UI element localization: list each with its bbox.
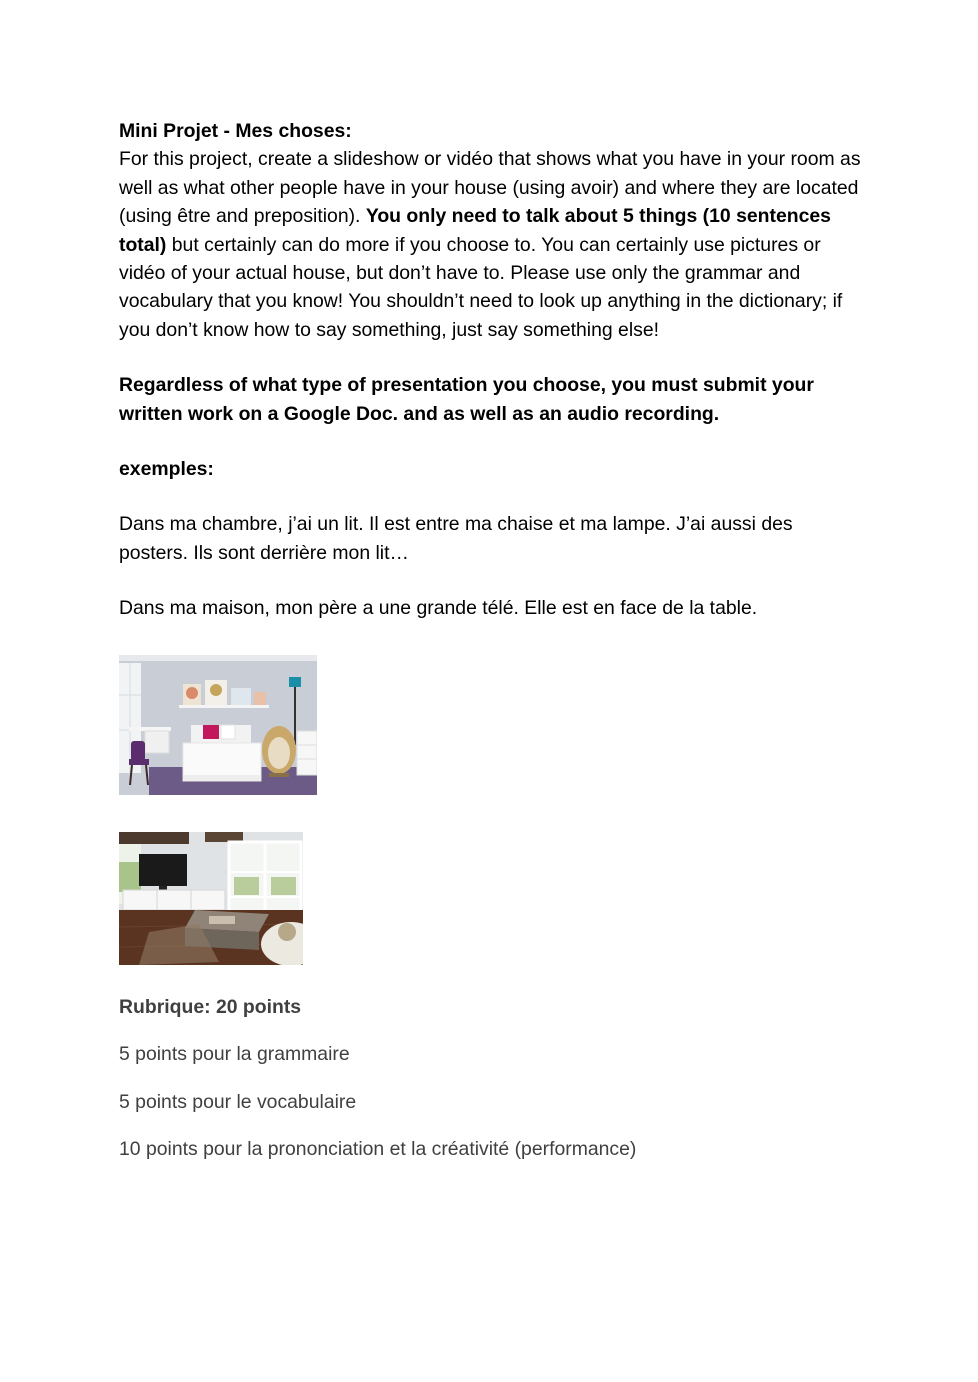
example-2: Dans ma maison, mon père a une grande télé. Elle est en face de la table. [119,597,758,620]
intro-paragraph [119,145,864,344]
document-title: Mini Projet - Mes choses: [119,120,352,142]
intro-text-2: but certainly can do more if you choose to. You can certainly use pictures or vidéo of your actual house, but don’t have to. Please use only the grammar and vocabulary that you know! You shouldn’t need to look up anything in the dictionary; if you don’t know how to say something, just say something else! [119,233,843,341]
rubric-item-grammar: 5 points pour la grammaire [119,1043,350,1066]
document-page [119,117,864,1163]
intro-text-1: For this project, create a slideshow or vidéo that shows what you have in your room as well as what other people have in your house (using avoir) and where they are located (using être and preposition). [119,148,861,228]
rubric-title: Rubrique: 20 points [119,995,302,1018]
submit-note: Regardless of what type of presentation you choose, you must submit your written work on a Google Doc. and as well as an audio recording. [119,374,814,425]
rubric-item-vocabulary: 5 points pour le vocabulaire [119,1090,357,1113]
intro-bold-text: You only need to talk about 5 things (10 sentences total) [119,205,831,256]
living-room-image [119,832,303,965]
examples-heading: exemples: [119,458,214,481]
bedroom-illustration [119,655,317,795]
living-room-illustration [119,832,303,965]
example-1: Dans ma chambre, j’ai un lit. Il est entre ma chaise et ma lampe. J’ai aussi des posters. Ils sont derrière mon lit… [119,513,793,564]
bedroom-image [119,655,317,795]
rubric-item-pronunciation: 10 points pour la prononciation et la créativité (performance) [119,1137,637,1160]
